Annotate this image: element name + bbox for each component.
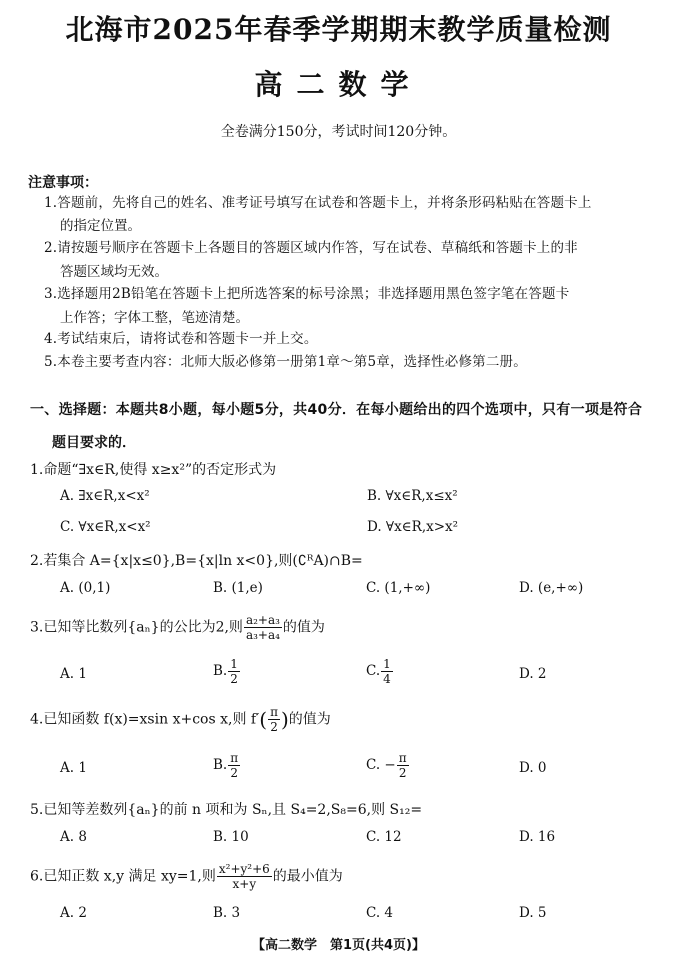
question-4-option-c: [366, 751, 410, 780]
question-6-stem-post: 的最小值为: [272, 868, 343, 885]
question-5-option-c: C. 12: [366, 829, 402, 845]
note-3-line1: 3.选择题用2B铅笔在答题卡上把所选答案的标号涂黑；非选择题用黑色签字笔在答题卡: [44, 286, 570, 302]
question-4-fraction: [268, 705, 280, 734]
question-3-option-b-den: 2: [230, 672, 238, 686]
question-4-option-b-den: 2: [230, 766, 238, 780]
question-3-fraction: [244, 613, 282, 642]
question-6-option-a: A. 2: [60, 905, 87, 921]
question-3-fraction-num: a₂+a₃: [245, 613, 280, 627]
question-5-option-b: B. 10: [213, 829, 249, 845]
question-3-stem-post: 的值为: [282, 619, 325, 636]
note-4: 4.考试结束后，请将试卷和答题卡一并上交。: [44, 331, 318, 347]
question-2-stem: 2.若集合 A={x|x≤0},B={x|ln x<0},则(∁ᴿA)∩B=: [30, 553, 363, 569]
question-3-stem: [30, 613, 325, 642]
question-3-option-b-fraction: [228, 657, 240, 686]
question-2-option-c: C. (1,+∞): [366, 580, 431, 596]
page-footer: 【高二数学 第1页(共4页)】: [252, 938, 425, 953]
notes-title: 注意事项：: [28, 175, 98, 191]
question-6-option-d: D. 5: [519, 905, 547, 921]
question-4-stem: [30, 705, 331, 734]
question-4-stem-post: 的值为: [288, 711, 331, 728]
question-5-stem: 5.已知等差数列{aₙ}的前 n 项和为 Sₙ,且 S₄=2,S₈=6,则 S₁₂=: [30, 802, 423, 818]
question-3-option-c-label: C.: [366, 663, 381, 679]
question-4-option-c-fraction: [397, 751, 409, 780]
question-3-stem-pre: 3.已知等比数列{aₙ}的公比为2,则: [30, 619, 243, 636]
question-4-option-b-label: B.: [213, 757, 228, 773]
question-1-stem: 1.命题“∃x∈R,使得 x≥x²”的否定形式为: [30, 462, 277, 478]
note-3-line2: 上作答；字体工整，笔迹清楚。: [60, 310, 249, 326]
question-3-option-d: D. 2: [519, 666, 547, 682]
question-3-option-a: A. 1: [60, 666, 87, 682]
question-4-paren-close: ): [280, 707, 289, 732]
question-6-stem: [30, 862, 343, 891]
score-info: 全卷满分150分，考试时间120分钟。: [220, 124, 457, 140]
question-1-option-c: C. ∀x∈R,x<x²: [60, 519, 151, 535]
question-5-option-d: D. 16: [519, 829, 556, 845]
question-4-option-c-den: 2: [398, 766, 407, 780]
question-4-option-c-num: π: [398, 751, 407, 765]
question-1-option-d: D. ∀x∈R,x>x²: [367, 519, 459, 535]
question-6-fraction-den: x+y: [232, 877, 257, 891]
exam-title: 北海市2025年春季学期期末教学质量检测: [65, 13, 612, 46]
question-4-option-a: A. 1: [60, 760, 87, 776]
section-1-heading: 一、选择题：本题共8小题，每小题5分，共40分．在每小题给出的四个选项中，只有一项是符合: [30, 402, 643, 418]
question-1-option-a: A. ∃x∈R,x<x²: [60, 488, 150, 504]
question-4-fraction-den: 2: [270, 720, 278, 734]
question-3-option-b-label: B.: [213, 663, 228, 679]
question-3-option-c-num: 1: [383, 657, 391, 671]
question-3-option-c: [366, 657, 394, 686]
question-3-option-b-num: 1: [230, 657, 238, 671]
question-3-option-b: [213, 657, 241, 686]
question-4-paren-open: (: [259, 707, 268, 732]
question-4-option-b: [213, 751, 241, 780]
question-6-stem-pre: 6.已知正数 x,y 满足 xy=1,则: [30, 868, 216, 885]
question-4-option-b-fraction: [228, 751, 240, 780]
note-2-line1: 2.请按题号顺序在答题卡上各题目的答题区域内作答，写在试卷、草稿纸和答题卡上的非: [44, 240, 578, 256]
question-2-option-a: A. (0,1): [60, 580, 111, 596]
note-2-line2: 答题区域均无效。: [60, 264, 168, 280]
section-1-heading-cont: 题目要求的．: [52, 435, 136, 451]
question-4-option-b-num: π: [230, 751, 239, 765]
question-3-option-c-den: 4: [383, 672, 391, 686]
question-4-option-c-label: C. −: [366, 757, 396, 773]
note-5: 5.本卷主要考查内容：北师大版必修第一册第1章～第5章，选择性必修第二册。: [44, 354, 527, 370]
question-4-stem-pre: 4.已知函数 f(x)=xsin x+cos x,则 f′: [30, 711, 260, 728]
question-2-option-d: D. (e,+∞): [519, 580, 584, 596]
note-1-line1: 1.答题前，先将自己的姓名、准考证号填写在试卷和答题卡上，并将条形码粘贴在答题卡上: [44, 195, 592, 211]
question-3-fraction-den: a₃+a₄: [245, 628, 280, 642]
exam-subject: 高二数学: [254, 68, 423, 101]
question-6-option-c: C. 4: [366, 905, 394, 921]
question-4-fraction-num: π: [270, 705, 278, 719]
note-1-line2: 的指定位置。: [60, 218, 141, 234]
question-6-fraction: [217, 862, 272, 891]
question-6-option-b: B. 3: [213, 905, 241, 921]
question-3-option-c-fraction: [381, 657, 393, 686]
question-2-option-b: B. (1,e): [213, 580, 263, 596]
question-4-option-d: D. 0: [519, 760, 547, 776]
question-5-option-a: A. 8: [60, 829, 87, 845]
question-6-fraction-num: x²+y²+6: [218, 862, 270, 876]
question-1-option-b: B. ∀x∈R,x≤x²: [367, 488, 458, 504]
